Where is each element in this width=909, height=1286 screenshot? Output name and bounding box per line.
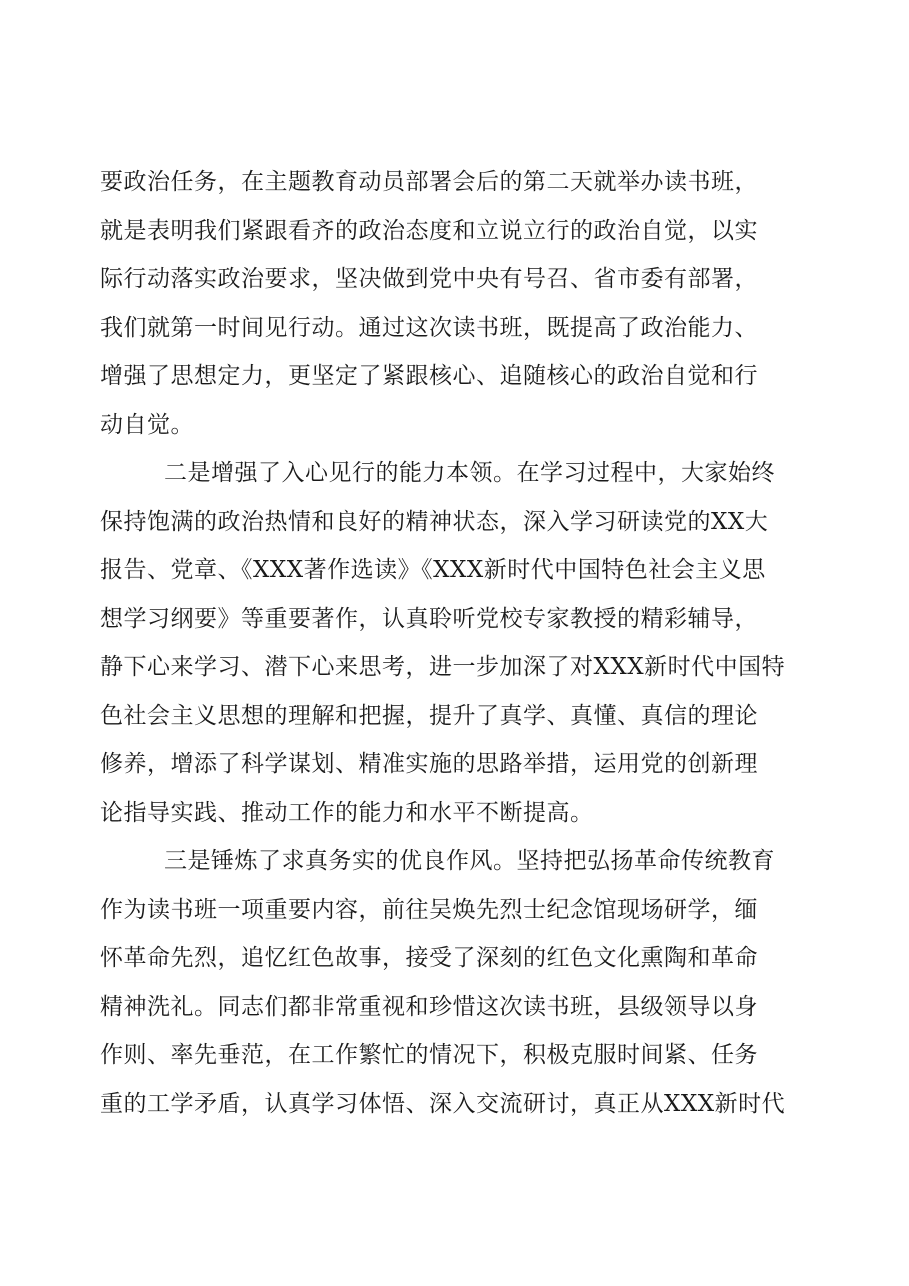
text-line: 论指导实践、推动工作的能力和水平不断提高。 — [100, 799, 594, 826]
text-line: 精神洗礼。同志们都非常重视和珍惜这次读书班，县级领导以身 — [100, 993, 758, 1020]
text-line: 报告、党章、《XXX著作选读》《XXX新时代中国特色社会主义思 — [100, 557, 766, 583]
document-body — [100, 158, 830, 1128]
text-line: 动自觉。 — [100, 411, 194, 438]
paragraph-1 — [100, 158, 830, 449]
text-line: 就是表明我们紧跟看齐的政治态度和立说立行的政治自觉，以实 — [100, 217, 758, 244]
paragraph-2 — [100, 449, 830, 837]
text-line: 三是锤炼了求真务实的优良作风。坚持把弘扬革命传统教育 — [164, 848, 775, 874]
text-line: 作为读书班一项重要内容，前往吴焕先烈士纪念馆现场研学，缅 — [100, 896, 758, 923]
text-line: 重的工学矛盾，认真学习体悟、深入交流研讨，真正从XXX新时代 — [100, 1090, 786, 1117]
text-line: 保持饱满的政治热情和良好的精神状态，深入学习研读党的XX大 — [100, 508, 769, 535]
text-line: 色社会主义思想的理解和把握，提升了真学、真懂、真信的理论 — [100, 702, 758, 729]
text-line: 要政治任务，在主题教育动员部署会后的第二天就举办读书班， — [100, 169, 758, 195]
text-line: 怀革命先烈，追忆红色故事，接受了深刻的红色文化熏陶和革命 — [100, 945, 758, 971]
text-line: 际行动落实政治要求，坚决做到党中央有号召、省市委有部署， — [100, 266, 758, 292]
text-line: 二是增强了入心见行的能力本领。在学习过程中，大家始终 — [164, 460, 775, 486]
text-line: 修养，增添了科学谋划、精准实施的思路举措，运用党的创新理 — [100, 751, 758, 777]
paragraph-3 — [100, 837, 830, 1128]
text-line: 想学习纲要》等重要著作，认真聆听党校专家教授的精彩辅导， — [100, 605, 758, 632]
text-line: 作则、率先垂范，在工作繁忙的情况下，积极克服时间紧、任务 — [100, 1042, 758, 1068]
text-line: 我们就第一时间见行动。通过这次读书班，既提高了政治能力、 — [100, 314, 758, 341]
text-line: 静下心来学习、潜下心来思考，进一步加深了对XXX新时代中国特 — [100, 654, 786, 680]
text-line: 增强了思想定力，更坚定了紧跟核心、追随核心的政治自觉和行 — [100, 363, 758, 389]
